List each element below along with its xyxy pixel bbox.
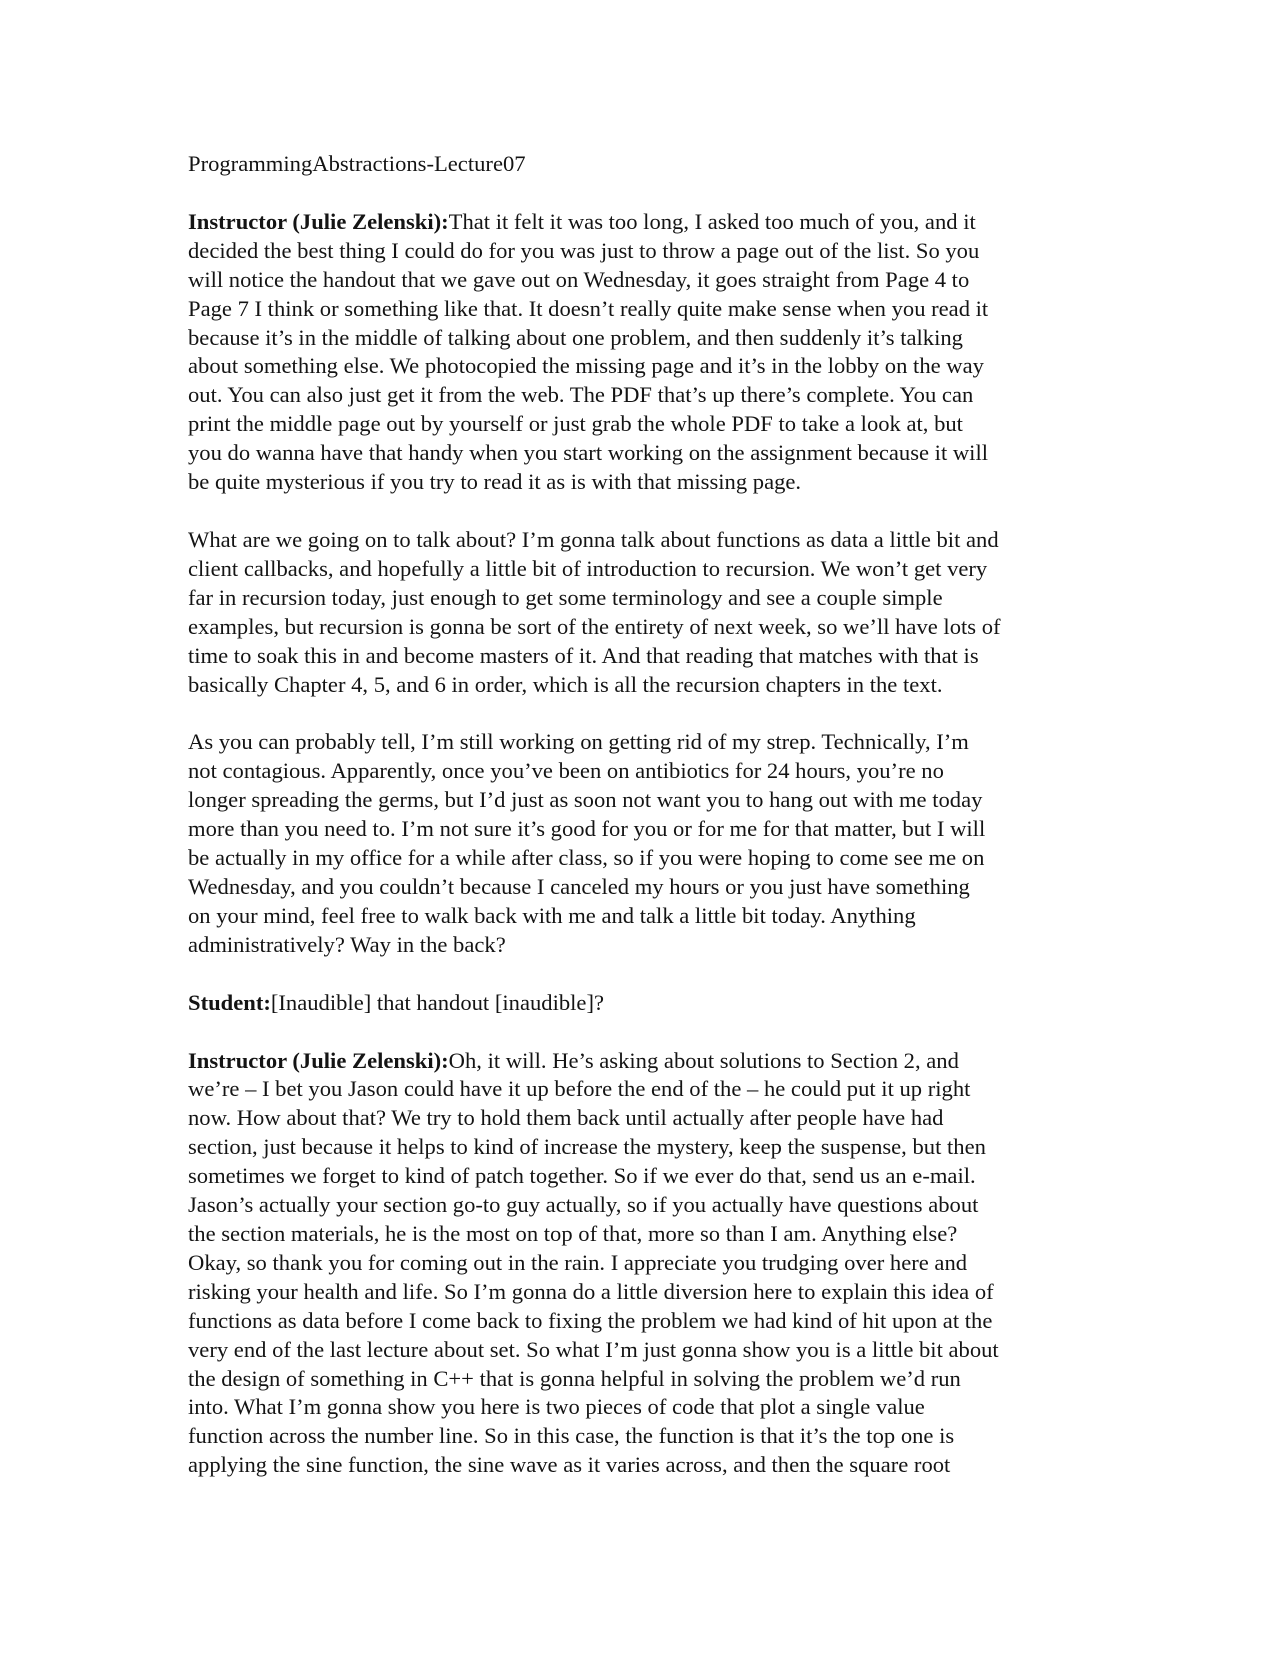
line-text: basically Chapter 4, 5, and 6 in order, which is all the recursion chapters in the text. xyxy=(188,671,943,697)
text-line xyxy=(188,1451,1098,1480)
line-text: about something else. We photocopied the missing page and it’s in the lobby on the way xyxy=(188,353,984,379)
text-line xyxy=(188,324,1098,353)
text-line xyxy=(188,1365,1098,1394)
line-text: longer spreading the germs, but I’d just as soon not want you to hang out with me today xyxy=(188,787,983,813)
line-text: [Inaudible] that handout [inaudible]? xyxy=(270,989,605,1015)
line-text: very end of the last lecture about set. So what I’m just gonna show you is a little bit about xyxy=(188,1336,999,1362)
transcript-paragraph xyxy=(188,728,1098,959)
line-text: the design of something in C++ that is gonna helpful in solving the problem we’d run xyxy=(188,1365,961,1391)
text-line xyxy=(188,295,1098,324)
text-line xyxy=(188,237,1098,266)
text-line xyxy=(188,526,1098,555)
line-text: applying the sine function, the sine wave as it varies across, and then the square root xyxy=(188,1452,951,1478)
text-line xyxy=(188,786,1098,815)
text-line xyxy=(188,1047,1098,1076)
line-text: Page 7 I think or something like that. It doesn’t really quite make sense when you read it xyxy=(188,295,989,321)
line-text: function across the number line. So in this case, the function is that it’s the top one is xyxy=(188,1423,955,1449)
line-text: be quite mysterious if you try to read it as is with that missing page. xyxy=(188,469,802,495)
text-line xyxy=(188,1104,1098,1133)
text-line xyxy=(188,1336,1098,1365)
transcript-paragraphs xyxy=(188,208,1098,1480)
text-line xyxy=(188,728,1098,757)
transcript-paragraph xyxy=(188,526,1098,699)
text-line xyxy=(188,1422,1098,1451)
line-text: section, just because it helps to kind of increase the mystery, keep the suspense, but then xyxy=(188,1134,986,1160)
document-body xyxy=(188,150,1098,1509)
line-text: Okay, so thank you for coming out in the rain. I appreciate you trudging over here and xyxy=(188,1249,968,1275)
text-line xyxy=(188,1393,1098,1422)
text-line xyxy=(188,352,1098,381)
document-title: ProgrammingAbstractions-Lecture07 xyxy=(188,151,526,176)
line-text: be actually in my office for a while after class, so if you were hoping to come see me on xyxy=(188,845,985,871)
line-text: functions as data before I come back to fixing the problem we had kind of hit upon at the xyxy=(188,1307,993,1333)
line-text: will notice the handout that we gave out on Wednesday, it goes straight from Page 4 to xyxy=(188,266,970,292)
text-line xyxy=(188,439,1098,468)
text-line xyxy=(188,671,1098,700)
line-text: decided the best thing I could do for you was just to throw a page out of the list. So you xyxy=(188,237,980,263)
line-text: we’re – I bet you Jason could have it up before the end of the – he could put it up right xyxy=(188,1076,971,1102)
line-text: out. You can also just get it from the web. The PDF that’s up there’s complete. You can xyxy=(188,382,974,408)
text-line xyxy=(188,902,1098,931)
line-text: not contagious. Apparently, once you’ve been on antibiotics for 24 hours, you’re no xyxy=(188,758,944,784)
speaker-label: Instructor (Julie Zelenski): xyxy=(188,208,449,234)
line-text: print the middle page out by yourself or just grab the whole PDF to take a look at, but xyxy=(188,411,963,437)
text-line xyxy=(188,1307,1098,1336)
line-text: time to soak this in and become masters of it. And that reading that matches with that is xyxy=(188,642,979,668)
line-text: As you can probably tell, I’m still working on getting rid of my strep. Technically, I’m xyxy=(188,729,969,755)
line-text: examples, but recursion is gonna be sort of the entirety of next week, so we’ll have lots of xyxy=(188,613,1001,639)
speaker-label: Instructor (Julie Zelenski): xyxy=(188,1047,449,1073)
line-text: administratively? Way in the back? xyxy=(188,931,506,957)
text-line xyxy=(188,584,1098,613)
text-line xyxy=(188,815,1098,844)
line-text: client callbacks, and hopefully a little bit of introduction to recursion. We won’t get very xyxy=(188,555,988,581)
text-line xyxy=(188,1133,1098,1162)
line-text: you do wanna have that handy when you start working on the assignment because it will xyxy=(188,440,989,466)
text-line xyxy=(188,931,1098,960)
text-line xyxy=(188,381,1098,410)
text-line xyxy=(188,1249,1098,1278)
text-line xyxy=(188,208,1098,237)
transcript-paragraph xyxy=(188,989,1098,1018)
line-text: far in recursion today, just enough to get some terminology and see a couple simple xyxy=(188,584,943,610)
text-line xyxy=(188,410,1098,439)
text-line xyxy=(188,642,1098,671)
text-line xyxy=(188,1075,1098,1104)
line-text: more than you need to. I’m not sure it’s good for you or for me for that matter, but I will xyxy=(188,816,986,842)
line-text: That it felt it was too long, I asked too much of you, and it xyxy=(448,208,976,234)
line-text: Wednesday, and you couldn’t because I canceled my hours or you just have something xyxy=(188,873,970,899)
text-line xyxy=(188,1278,1098,1307)
transcript-paragraph xyxy=(188,1047,1098,1481)
text-line xyxy=(188,989,1098,1018)
speaker-label: Student: xyxy=(188,989,271,1015)
line-text: Oh, it will. He’s asking about solutions to Section 2, and xyxy=(448,1047,959,1073)
line-text: Jason’s actually your section go-to guy actually, so if you actually have questions about xyxy=(188,1192,979,1218)
text-line xyxy=(188,613,1098,642)
line-text: the section materials, he is the most on top of that, more so than I am. Anything else? xyxy=(188,1221,958,1246)
line-text: risking your health and life. So I’m gonna do a little diversion here to explain this idea of xyxy=(188,1278,994,1304)
text-line xyxy=(188,1162,1098,1191)
line-text: sometimes we forget to kind of patch together. So if we ever do that, send us an e-mail. xyxy=(188,1163,976,1189)
text-line xyxy=(188,844,1098,873)
line-text: into. What I’m gonna show you here is two pieces of code that plot a single value xyxy=(188,1394,925,1420)
text-line xyxy=(188,757,1098,786)
text-line xyxy=(188,1220,1098,1249)
line-text: on your mind, feel free to walk back with me and talk a little bit today. Anything xyxy=(188,902,916,928)
text-line xyxy=(188,1191,1098,1220)
text-line xyxy=(188,468,1098,497)
line-text: now. How about that? We try to hold them back until actually after people have had xyxy=(188,1105,944,1131)
transcript-paragraph xyxy=(188,208,1098,497)
text-line xyxy=(188,873,1098,902)
text-line xyxy=(188,266,1098,295)
text-line xyxy=(188,555,1098,584)
line-text: What are we going on to talk about? I’m gonna talk about functions as data a little bit and xyxy=(188,526,999,552)
line-text: because it’s in the middle of talking about one problem, and then suddenly it’s talking xyxy=(188,324,963,350)
